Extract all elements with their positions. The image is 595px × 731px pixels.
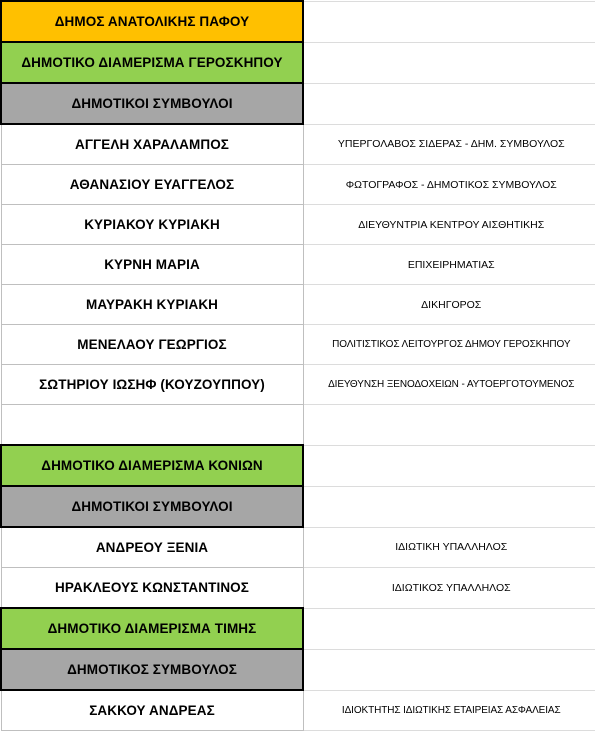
table-row: [1, 285, 595, 325]
name-cell[interactable]: ΜΕΝΕΛΑΟΥ ΓΕΩΡΓΙΟΣ: [1, 325, 303, 365]
municipality-heading-cell[interactable]: ΔΗΜΟΣ ΑΝΑΤΟΛΙΚΗΣ ΠΑΦΟΥ: [1, 1, 303, 42]
table-row: [1, 690, 595, 731]
name-cell[interactable]: ΣΩΤΗΡΙΟΥ ΙΩΣΗΦ (ΚΟΥΖΟΥΠΠΟΥ): [1, 365, 303, 405]
occupation-cell[interactable]: ΔΙΕΥΘΥΝΣΗ ΞΕΝΟΔΟΧΕΙΩΝ - ΑΥΤΟΕΡΓΟΤΟΥΜΕΝΟΣ: [303, 365, 595, 405]
blank-cell[interactable]: [303, 608, 595, 649]
district-heading-cell[interactable]: ΔΗΜΟΤΙΚΟ ΔΙΑΜΕΡΙΣΜΑ ΓΕΡΟΣΚΗΠΟΥ: [1, 42, 303, 83]
blank-cell[interactable]: [303, 1, 595, 42]
table-row: [1, 527, 595, 568]
occupation-cell[interactable]: ΙΔΙΩΤΙΚΗ ΥΠΑΛΛΗΛΟΣ: [303, 527, 595, 568]
occupation-cell[interactable]: ΠΟΛΙΤΙΣΤΙΚΟΣ ΛΕΙΤΟΥΡΓΟΣ ΔΗΜΟΥ ΓΕΡΟΣΚΗΠΟΥ: [303, 325, 595, 365]
empty-row: [1, 405, 595, 446]
table-row: [1, 124, 595, 165]
table-row: [1, 325, 595, 365]
councillors-heading-cell[interactable]: ΔΗΜΟΤΙΚΟΙ ΣΥΜΒΟΥΛΟΙ: [1, 83, 303, 124]
occupation-cell[interactable]: ΙΔΙΟΚΤΗΤΗΣ ΙΔΙΩΤΙΚΗΣ ΕΤΑΙΡΕΙΑΣ ΑΣΦΑΛΕΙΑΣ: [303, 690, 595, 731]
section-row-councillors: [1, 83, 595, 124]
district-heading-cell[interactable]: ΔΗΜΟΤΙΚΟ ΔΙΑΜΕΡΙΣΜΑ ΤΙΜΗΣ: [1, 608, 303, 649]
district-heading-cell[interactable]: ΔΗΜΟΤΙΚΟ ΔΙΑΜΕΡΙΣΜΑ ΚΟΝΙΩΝ: [1, 445, 303, 486]
occupation-cell[interactable]: ΔΙΕΥΘΥΝΤΡΙΑ ΚΕΝΤΡΟΥ ΑΙΣΘΗΤΙΚΗΣ: [303, 205, 595, 245]
spreadsheet-body: [1, 1, 595, 731]
name-cell[interactable]: ΑΝΔΡΕΟΥ ΞΕΝΙΑ: [1, 527, 303, 568]
councillors-heading-cell[interactable]: ΔΗΜΟΤΙΚΟΙ ΣΥΜΒΟΥΛΟΙ: [1, 486, 303, 527]
name-cell[interactable]: ΚΥΡΙΑΚΟΥ ΚΥΡΙΑΚΗ: [1, 205, 303, 245]
blank-cell[interactable]: [303, 486, 595, 527]
table-row: [1, 245, 595, 285]
section-row-municipality: [1, 1, 595, 42]
name-cell[interactable]: ΚΥΡΝΗ ΜΑΡΙΑ: [1, 245, 303, 285]
occupation-cell[interactable]: ΔΙΚΗΓΟΡΟΣ: [303, 285, 595, 325]
name-cell[interactable]: ΜΑΥΡΑΚΗ ΚΥΡΙΑΚΗ: [1, 285, 303, 325]
table-row: [1, 165, 595, 205]
name-cell[interactable]: ΗΡΑΚΛΕΟΥΣ ΚΩΝΣΤΑΝΤΙΝΟΣ: [1, 568, 303, 609]
name-cell[interactable]: ΑΘΑΝΑΣΙΟΥ ΕΥΑΓΓΕΛΟΣ: [1, 165, 303, 205]
councillors-heading-cell[interactable]: ΔΗΜΟΤΙΚΟΣ ΣΥΜΒΟΥΛΟΣ: [1, 649, 303, 690]
name-cell[interactable]: [1, 405, 303, 446]
blank-cell[interactable]: [303, 649, 595, 690]
section-row-district: [1, 608, 595, 649]
section-row-councillors: [1, 486, 595, 527]
name-cell[interactable]: ΣΑΚΚΟΥ ΑΝΔΡΕΑΣ: [1, 690, 303, 731]
section-row-district: [1, 42, 595, 83]
section-row-district: [1, 445, 595, 486]
occupation-cell[interactable]: ΕΠΙΧΕΙΡΗΜΑΤΙΑΣ: [303, 245, 595, 285]
table-row: [1, 365, 595, 405]
occupation-cell[interactable]: [303, 405, 595, 446]
blank-cell[interactable]: [303, 445, 595, 486]
table-row: [1, 568, 595, 609]
section-row-councillors: [1, 649, 595, 690]
occupation-cell[interactable]: ΙΔΙΩΤΙΚΟΣ ΥΠΑΛΛΗΛΟΣ: [303, 568, 595, 609]
blank-cell[interactable]: [303, 83, 595, 124]
name-cell[interactable]: ΑΓΓΕΛΗ ΧΑΡΑΛΑΜΠΟΣ: [1, 124, 303, 165]
table-row: [1, 205, 595, 245]
blank-cell[interactable]: [303, 42, 595, 83]
occupation-cell[interactable]: ΦΩΤΟΓΡΑΦΟΣ - ΔΗΜΟΤΙΚΟΣ ΣΥΜΒΟΥΛΟΣ: [303, 165, 595, 205]
occupation-cell[interactable]: ΥΠΕΡΓΟΛΑΒΟΣ ΣΙΔΕΡΑΣ - ΔΗΜ. ΣΥΜΒΟΥΛΟΣ: [303, 124, 595, 165]
